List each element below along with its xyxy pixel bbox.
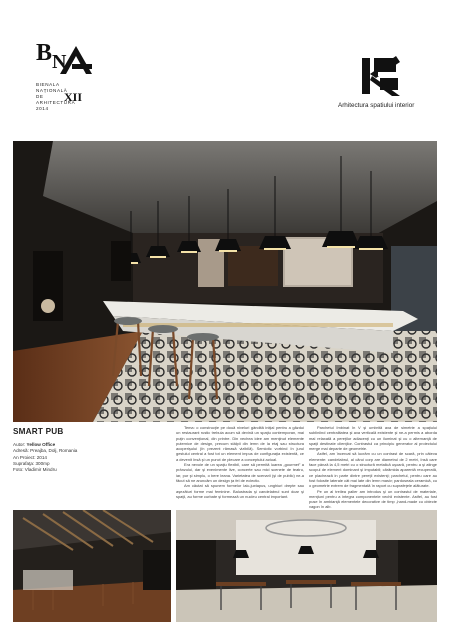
bna-name: BIENALA NAȚIONALĂ DE ARHITECTURĂ 2014 (36, 82, 76, 111)
paragraph: Parchetul îmbinat în V şi umbrită axa de simetrie a spaţiului subliniind centralitatea şi axa verticală existente şi ne-a permis a aborda mai relaxată a pereţilor adiacenţi cu un iluminat şi cu o alternanţă de spaţii destinate clienţilor. Contrastul ca principiu generator al proiectului merge mai departe de geometrie. (309, 425, 437, 452)
paragraph: Tema: o construcţie pe două niveluri gândită iniţial pentru a găzdui un restaurant rustic trebuia acum să devină un spaţiu contemporan, mai puţin convenţional, din printre. Din vechea idee am menţinut elemente puternice de design, precum stâlpii din lemn de la etaj sau structura acoperişului (în prezent rămasă vizibilă). Semiotic vorbind în jurul gestului central a fost tot un element impus de configuraţia existentă, ce a devenit însă şi un punct de plecare a conceptului actual. (176, 425, 304, 462)
section-caption: Arhitectura spatiului interior (338, 102, 415, 109)
bna-monogram-icon (36, 38, 98, 82)
credit-photo: Foto: Vladimir Mindru (13, 467, 57, 473)
paragraph: Pe un al treilea palier am introdus şi un contrastul de materiale, menţiuni pentru a integra componentele vechii existente. Astfel, au fost puse în ambianţă elementele decorative de timp „hand-made cu obiecte vagon în alb. (309, 488, 437, 510)
upper-level-image (13, 510, 171, 622)
credit-area: Suprafaţa: 300mp (13, 460, 50, 466)
project-title: SMART PUB (13, 427, 64, 436)
paragraph: Astfel, am încercat să lucrăm cu un contrast de scară, prin câteva elemente: candelabrul, al cărui corp are diametrul de 2 metri, însă care face pânză la 4,5 metri cu o structură metalică uşoară, pentru a şi atinge scopul de element dominant şi imputabil; cărămida aparentă recuperată, ce plachează in parte dintre pereţii existenţi; parchetul, pentru care au fost folosite laterale cât mai late din lemn masiv; pardoseala ceramică, cu o geometrie extrem de fragmentată în raport cu suprafeţele alăturate. (309, 451, 437, 489)
interior-architecture-icon (334, 52, 426, 100)
bna-logo (36, 38, 106, 120)
bna-edition: XII (64, 90, 83, 104)
photo-dining-hall (176, 510, 437, 622)
project-credits (13, 442, 77, 473)
dining-hall-image (176, 510, 437, 622)
body-column-left (176, 425, 304, 499)
paragraph: Era nevoie de un spaţiu flexibil, care să permită luarea „gourmet” a prânzului, dar şi evenimente live, concerte sau mici scenete de teatru, iar, pur şi simplu, o bere leana. Varietatea de scenarii (şi de public) ne-a făcut să ne aruncăm un design ţa fel de eclectic. (176, 462, 304, 483)
bar-interior-image (13, 141, 437, 422)
main-photo (13, 141, 437, 422)
interior-architecture-logo (334, 52, 426, 114)
photo-upper-level (13, 510, 171, 622)
svg-text:B: B (36, 40, 53, 66)
svg-text:N: N (52, 51, 67, 73)
credit-author: Autor: Yellow Office (13, 442, 56, 447)
credit-address: Adresă: Preajba, Dolj, Romania (13, 448, 78, 454)
paragraph: Am căutat să spunem formelor laic-juxtapus, unghiuri drepte sau aşezături forme mai feminine. Balustrada şi candelabrul sunt doar şi spaţii, au forme curbate şi formează un nucleu central important. (176, 483, 304, 499)
body-column-right (309, 425, 437, 510)
credit-year: An Proiect: 2014 (13, 454, 47, 460)
